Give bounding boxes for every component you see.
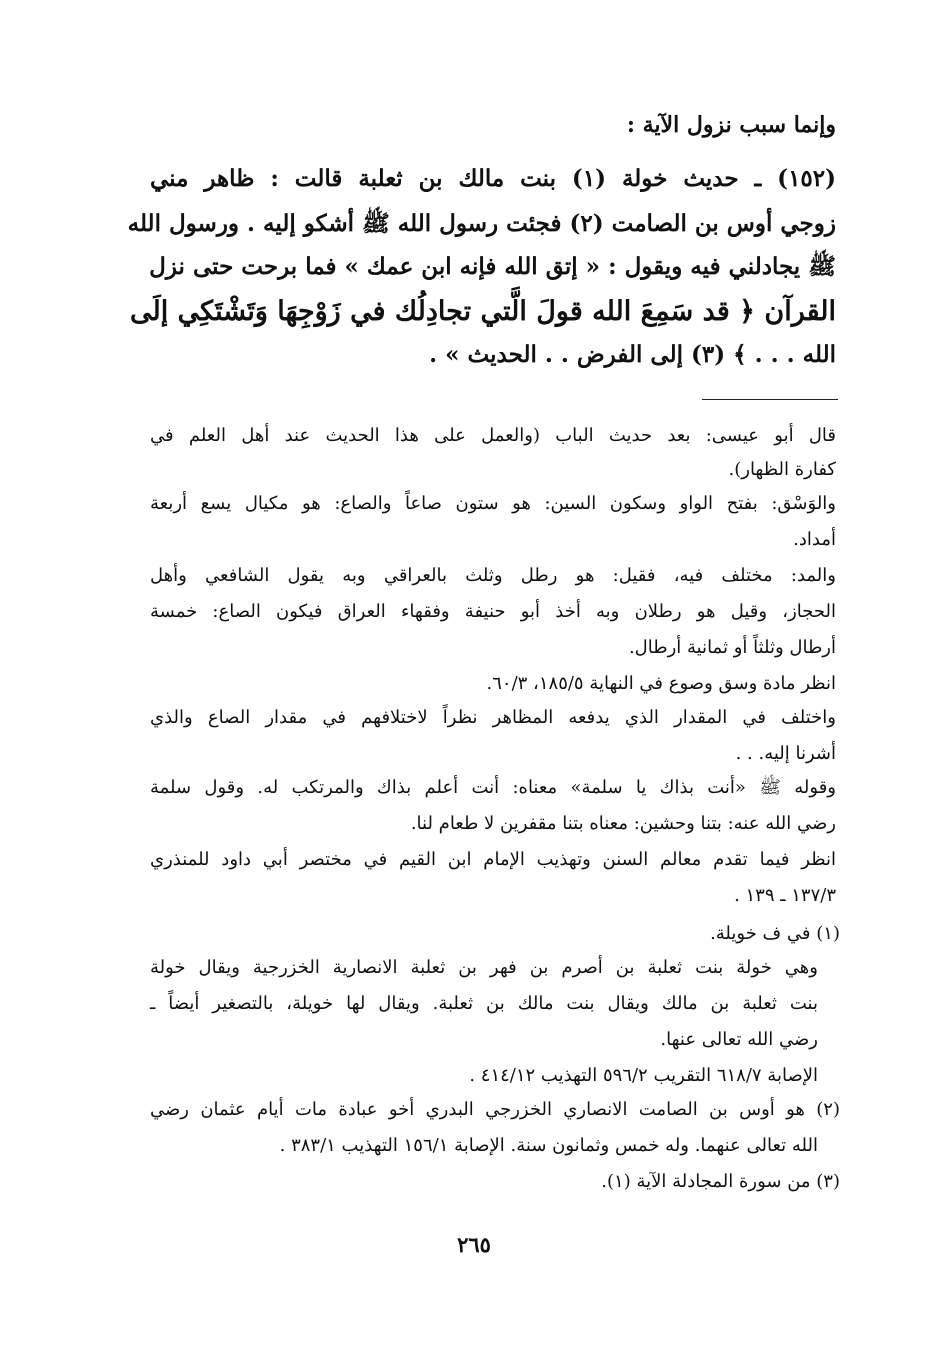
note-line-2: كفارة الظهار). [728,459,836,480]
note-line-1: قال أبو عيسى: بعد حديث الباب (والعمل على هذا الحديث عند أهل العلم في [150,425,836,446]
note-line-7: أرطال وثلثاً أو ثمانية أرطال. [628,637,836,658]
footnote-1-line-4: رضي الله تعالى عنها. [660,1029,818,1050]
footnote-1-line-5: الإصابة ٦١٨/٧ التقريب ٥٩٦/٢ التهذيب ٤١٤/١٢ . [469,1065,818,1086]
footnote-2: (٢) هو أوس بن الصامت الانصاري الخزرجي البدري أخو عبادة مات أيام عثمان رضي [150,1099,840,1120]
note-line-9: واختلف في المقدار الذي يدفعه المظاهر نظراً لاختلافهم في مقدار الصاع والذي [150,707,836,728]
footnote-1: (١) في ف خويلة. [710,923,840,944]
note-line-6: الحجاز، وقيل هو رطلان وبه أخذ أبو حنيفة وفقهاء العراق فيكون الصاع: خمسة [150,601,836,622]
footnote-3: (٣) من سورة المجادلة الآية (١). [601,1171,840,1192]
note-line-12: رضي الله عنه: بتنا وحشين: معناه بتنا مقفرين لا طعام لنا. [410,813,836,834]
footnote-1-line-3: بنت ثعلبة بن مالك ويقال بنت مالك بن ثعلبة. ويقال لها خويلة، بالتصغير أيضاً ـ [150,993,818,1014]
page-number: ٢٦٥ [457,1232,491,1257]
note-line-4: أمداد. [793,529,836,550]
note-line-3: والوَسْق: بفتح الواو وسكون السين: هو ستون صاعاً والصاع: هو مكيال يسع أربعة [150,493,836,514]
note-line-5: والمد: مختلف فيه، فقيل: هو رطل وثلث بالعراقي وبه يقول الشافعي وأهل [150,565,836,586]
section-heading: وإنما سبب نزول الآية : [626,112,836,138]
hadith-line-3: ﷺ يجادلني فيه ويقول : « إتق الله فإنه ابن عمك » فما برحت حتى نزل [149,253,836,280]
note-line-10: أشرنا إليه. . . [735,743,836,764]
note-line-13: انظر فيما تقدم معالم السنن وتهذيب الإمام ابن القيم في مختصر أبي داود للمنذري [150,849,836,870]
hadith-line-5: الله . . . ﴾ (٣) إلى الفرض . . الحديث » . [429,341,836,368]
footnote-1-line-2: وهي خولة بنت ثعلبة بن أصرم بن فهر بن ثعلبة الانصارية الخزرجية ويقال خولة [150,957,818,978]
hadith-line-2: زوجي أوس بن الصامت (٢) فجئت رسول الله ﷺ أشكو إليه . ورسول الله [127,210,836,237]
hadith-line-4-verse: القرآن ﴿ قد سَمِعَ الله قولَ الَّتي تجادِلُك في زَوْجِهَا وَتَشْتَكِي إلَى [130,296,836,327]
note-line-14: ١٣٧/٣ ـ ١٣٩ . [734,885,836,906]
hadith-line-1: (١٥٢) ـ حديث خولة (١) بنت مالك بن ثعلبة قالت : ظاهر مني [150,165,837,192]
footnote-2-line-2: الله تعالى عنهما. وله خمس وثمانون سنة. الإصابة ١٥٦/١ التهذيب ٣٨٣/١ . [279,1135,818,1156]
note-line-11: وقوله ﷺ «أنت بذاك يا سلمة» معناه: أنت أعلم بذاك والمرتكب له. وقول سلمة [150,777,836,798]
note-line-8: انظر مادة وسق وصوع في النهاية ١٨٥/٥، ٦٠/٣. [486,673,836,694]
notes-divider [702,399,838,400]
